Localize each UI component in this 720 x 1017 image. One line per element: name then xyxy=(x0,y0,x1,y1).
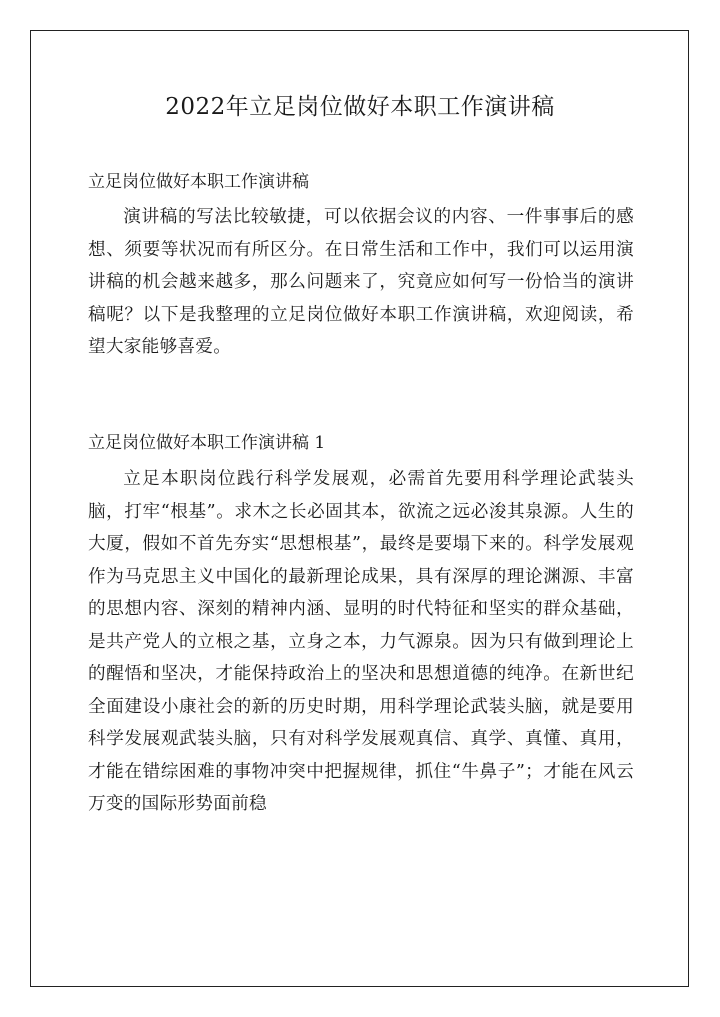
section1-heading: 立足岗位做好本职工作演讲稿 1 xyxy=(88,433,326,453)
intro-paragraph: 演讲稿的写法比较敏捷，可以依据会议的内容、一件事事后的感想、须要等状况而有所区分。在日常生活和工作中，我们可以运用演讲稿的机会越来越多，那么问题来了，究竟应如何写一份恰当的演讲稿呢？以下是我整理的立足岗位做好本职工作演讲稿，欢迎阅读，希望大家能够喜爱。 xyxy=(88,207,634,357)
section1-paragraph: 立足本职岗位践行科学发展观，必需首先要用科学理论武装头脑，打牢“根基”。求木之长必固其本，欲流之远必浚其泉源。人生的大厦，假如不首先夯实“思想根基”，最终是要塌下来的。科学发展观作为马克思主义中国化的最新理论成果，具有深厚的理论渊源、丰富的思想内容、深刻的精神内涵、显明的时代特征和坚实的群众基础，是共产党人的立根之基，立身之本，力气源泉。因为只有做到理论上的醒悟和坚决，才能保持政治上的坚决和思想道德的纯净。在新世纪全面建设小康社会的新的历史时期，用科学理论武装头脑，就是要用科学发展观武装头脑，只有对科学发展观真信、真学、真懂、真用，才能在错综困难的事物冲突中把握规律，抓住“牛鼻子”；才能在风云万变的国际形势面前稳 xyxy=(88,469,634,814)
document-title: 2022年立足岗位做好本职工作演讲稿 xyxy=(165,94,555,120)
intro-heading: 立足岗位做好本职工作演讲稿 xyxy=(88,172,309,192)
